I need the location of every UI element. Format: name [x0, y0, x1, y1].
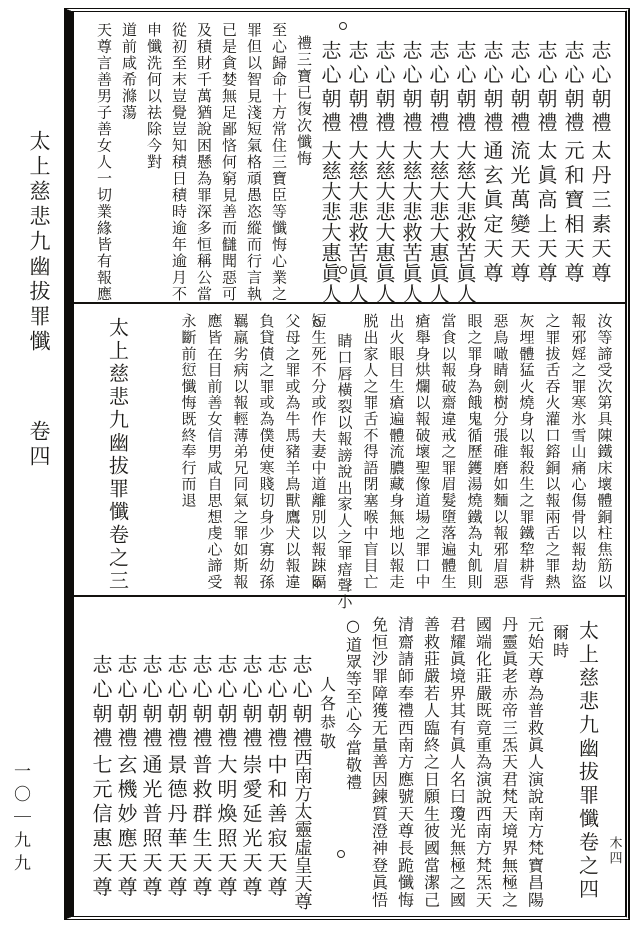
deity-name-text: 大慈大悲救苦眞人	[399, 140, 423, 304]
column-text: 眼之罪身為餓鬼循歷鑊湯燒鐵為丸飢則	[465, 313, 484, 591]
middle-register	[76, 305, 618, 611]
rite-column	[452, 14, 479, 302]
rite-head-text: 志心朝禮	[264, 654, 288, 752]
rite-column	[89, 598, 114, 918]
rite-head-text: 志心朝禮	[164, 654, 188, 752]
column-text: 灰埋體猛火燒身以報殺生之罪鐵犂耕背	[517, 313, 536, 591]
column-text: 羈羸劣病以報輕薄弟兄同氣之罪如斯報	[231, 313, 250, 591]
text-column	[142, 14, 167, 302]
deity-name-text: 大明煥照天尊	[214, 754, 238, 901]
text-column	[418, 598, 444, 918]
circle-mark	[313, 579, 321, 587]
column-text: 清齋請師奉禮西南方應號天尊長跪懺悔	[395, 616, 415, 909]
deity-name-text: 大慈大悲大惠眞人	[372, 140, 396, 304]
rite-column	[114, 598, 139, 918]
column-text: 之罪拔舌吞火灌口鎔銅以報兩舌之罪熱	[543, 313, 562, 591]
deity-name-text: 流光萬變天尊	[507, 140, 531, 287]
text-column	[228, 305, 254, 594]
column-text: 瘡舉身烘爛以報破壞聖像道場之罪口中	[413, 313, 432, 591]
rite-head-text: 志心朝禮	[426, 40, 450, 136]
column-text: 善救莊嚴若人臨終之日願生彼國當潔己	[421, 616, 441, 909]
rite-head-text: 志心朝禮	[372, 40, 396, 136]
text-column	[314, 598, 340, 918]
text-column	[306, 305, 332, 594]
text-column	[444, 598, 470, 918]
column-text: 從初至末豈覺豈知積日積時逾年逾月不	[170, 22, 188, 303]
column-text: 至心歸命十方常住三寶臣等懺悔心業之	[270, 22, 288, 303]
text-column	[514, 305, 540, 594]
deity-name-text: 崇愛延光天尊	[239, 754, 263, 901]
deity-name-text: 大慈大悲大惠眞人	[318, 140, 342, 304]
circle-mark	[313, 319, 321, 327]
rite-head-text: 志心朝禮	[239, 654, 263, 752]
column-text: 當食以報破齋違戒之罪眉髮墮落遍體生	[439, 313, 458, 591]
rite-column	[371, 14, 398, 302]
circle-mark	[339, 22, 347, 30]
text-column	[292, 14, 317, 302]
text-column	[358, 305, 384, 594]
deity-name-text: 玄機妙應天尊	[114, 754, 138, 901]
rite-column	[189, 598, 214, 918]
rite-head-text: 志心朝禮	[214, 654, 238, 752]
deity-name-text: 大慈大悲救苦眞人	[345, 140, 369, 304]
rite-column	[425, 14, 452, 302]
text-column	[470, 598, 496, 918]
text-column	[366, 598, 392, 918]
text-column	[340, 598, 366, 918]
column-gap	[136, 305, 176, 594]
scripture-end-column	[100, 305, 136, 594]
rite-head-text: 志心朝禮	[89, 654, 113, 752]
text-column	[242, 14, 267, 302]
top-register	[76, 14, 614, 302]
column-text: 負貸債之罪或為僕使寒賤切身少寡幼孫	[257, 313, 276, 591]
rite-head-text: 志心朝禮	[453, 40, 477, 136]
column-text: 申懺洗何以祛除今對	[145, 22, 163, 171]
column-text: 爾時	[550, 624, 570, 660]
rite-column	[560, 14, 587, 302]
rite-head-text: 志心朝禮	[114, 654, 138, 752]
rite-column	[398, 14, 425, 302]
column-text: 免恒沙罪障獲无量善因鍊質澄神登眞悟	[369, 616, 389, 909]
text-column	[410, 305, 436, 594]
rite-head-text: 志心朝禮	[480, 40, 504, 136]
text-column	[217, 14, 242, 302]
rite-head-text: 志心朝禮	[139, 654, 163, 752]
column-text: 報邪婬之罪寒氷雪山痛心傷骨以報劫盜	[569, 313, 588, 591]
rite-column	[164, 598, 189, 918]
fascicle-mark	[604, 598, 624, 918]
deity-name-text: 元和寶相天尊	[561, 140, 585, 287]
rite-head-text: 志心朝禮	[189, 654, 213, 752]
column-text: 父母之罪或為牛馬豬羊鳥獸鷹犬以報違	[283, 313, 302, 591]
rite-head-text: 志心朝禮	[507, 40, 531, 136]
column-text: 出火眼目生瘡遍體流膿藏身無地以報走	[387, 313, 406, 591]
column-text: 短生死不分或作夫妻中道離別以報踈隔	[309, 313, 328, 591]
column-text: 已是貪婪無足鄙悋何窮見善而讎聞惡可	[220, 22, 238, 303]
text-column	[92, 14, 117, 302]
text-column	[167, 14, 192, 302]
column-text: 惡鳥噉睛劍樹分張碓磨如麵以報邪眉惡	[491, 313, 510, 591]
text-column	[192, 14, 217, 302]
deity-name-text: 西南方太靈虛皇天尊	[291, 748, 313, 910]
rite-column	[533, 14, 560, 302]
column-text: ○道眾等至心今當敬禮	[343, 616, 363, 791]
rite-column	[344, 14, 371, 302]
column-text: 睛口唇橫裂以報謗說出家人之罪瘖聲小	[335, 333, 354, 611]
rite-column	[239, 598, 264, 918]
column-text: 罪但以智見淺短氣格頑愚恣縱而行言執	[245, 22, 263, 303]
text-column	[117, 14, 142, 302]
deity-name-text: 七元信惠天尊	[89, 754, 113, 901]
rite-head-text: 志心朝禮	[561, 40, 585, 136]
column-text: 元始天尊為普救眞人演說南方梵寶昌陽	[525, 616, 545, 909]
text-column	[522, 598, 548, 918]
column-text: 君耀眞境界其有眞人名曰瓊光無極之國	[447, 616, 467, 909]
rite-head-text: 志心朝禮	[534, 40, 558, 136]
rite-column	[506, 14, 533, 302]
text-column	[566, 305, 592, 594]
rite-column	[479, 14, 506, 302]
text-column	[436, 305, 462, 594]
column-text: 脱出家人之罪舌不得語閉塞喉中盲目亡	[361, 313, 380, 591]
rite-head-text: 志心朝禮	[588, 40, 612, 136]
circle-mark	[339, 266, 347, 274]
deity-name-text: 景德丹華天尊	[164, 754, 188, 901]
column-text: 太上慈悲九幽拔罪懺卷之四	[575, 620, 600, 902]
text-column	[496, 598, 522, 918]
column-text: 太上慈悲九幽拔罪懺卷之三	[105, 317, 130, 593]
text-column	[488, 305, 514, 594]
deity-name-text: 太丹三素天尊	[588, 140, 612, 287]
rite-column	[214, 598, 239, 918]
circle-mark	[337, 850, 345, 858]
column-text: 木四	[606, 836, 622, 866]
text-column	[462, 305, 488, 594]
deity-name-text: 通光普照天尊	[139, 754, 163, 901]
text-column	[548, 598, 572, 918]
rite-head-text: 志心朝禮	[289, 654, 313, 752]
text-column	[267, 14, 292, 302]
rite-head-text: 志心朝禮	[345, 40, 369, 136]
text-column	[540, 305, 566, 594]
column-text: 人各恭敬	[317, 676, 337, 752]
rite-column	[587, 14, 614, 302]
deity-name-text: 大慈大悲大惠眞人	[426, 140, 450, 304]
deity-name-text: 太眞高上天尊	[534, 140, 558, 287]
column-text: 汝等諦受次第具陳鐵床壞體銅柱焦筋以	[595, 313, 614, 591]
text-column	[176, 305, 202, 594]
column-text: 永斷前愆懺悔既終奉行而退	[179, 313, 198, 509]
bottom-register	[76, 598, 624, 918]
text-column	[592, 305, 618, 594]
deity-name-text: 普救群生天尊	[189, 754, 213, 901]
text-column	[392, 598, 418, 918]
text-column	[384, 305, 410, 594]
text-column	[280, 305, 306, 594]
deity-name-text: 通玄眞定天尊	[480, 140, 504, 287]
text-column	[332, 305, 358, 611]
column-text: 禮三寶已復次懺悔	[295, 35, 313, 167]
column-text: 國端化莊嚴既竟重為演說西南方梵炁天	[473, 616, 493, 909]
rite-head-text: 志心朝禮	[399, 40, 423, 136]
spine-volume-label: 卷四	[27, 420, 51, 470]
column-text: 天尊言善男子善女人一切業緣皆有報應	[95, 22, 113, 303]
column-text: 道前咸希滌蕩	[120, 22, 138, 121]
rite-head-text: 志心朝禮	[318, 40, 342, 136]
column-text: 應皆在目前善女信男咸自思想虔心諦受	[205, 313, 224, 591]
rite-column	[289, 598, 314, 918]
text-column	[254, 305, 280, 594]
spine-title: 太上慈悲九幽拔罪懺	[27, 130, 51, 355]
rite-column	[139, 598, 164, 918]
column-text: 丹靈眞老赤帝三炁天君梵天境界無極之	[499, 616, 519, 909]
rite-column	[317, 14, 344, 302]
column-text: 及積財千萬猶說困懸為罪深多恒稱公當	[195, 22, 213, 303]
deity-name-text: 中和善寂天尊	[264, 754, 288, 901]
scripture-title-column	[572, 598, 604, 918]
text-column	[202, 305, 228, 594]
deity-name-text: 大慈大悲救苦眞人	[453, 140, 477, 304]
rite-column	[264, 598, 289, 918]
page-number: 一〇｜九九	[10, 762, 30, 877]
